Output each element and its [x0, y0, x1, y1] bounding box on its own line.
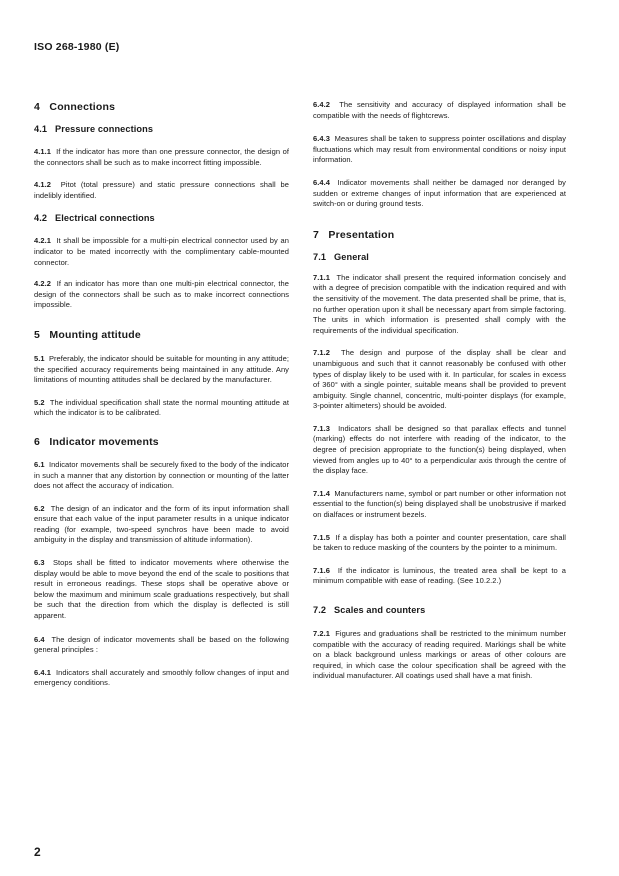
- clause-paragraph: 7.1.5 If a display has both a pointer and counter presentation, care shall be taken to reduce masking of the counters by the pointer to a minimum.: [313, 532, 566, 553]
- subsection-heading: 4.2 Electrical connections: [34, 213, 155, 224]
- clause-paragraph: 6.4.2 The sensitivity and accuracy of displayed information shall be compatible with the needs of flightcrews.: [313, 100, 566, 120]
- subsection-heading: 7.2 Scales and counters: [313, 605, 426, 615]
- page-number: 2: [34, 845, 41, 859]
- clause-paragraph: 6.3 Stops shall be fitted to indicator movements where otherwise the display would be able to move beyond the end of the scale to positions that result in erroneous readings. These stops shall be operative above or below the maximum and minimum scale graduations respectively, but shall be such that the direction from which the display is deflected is still apparent.: [34, 558, 289, 621]
- clause-paragraph: 6.4.1 Indicators shall accurately and smoothly follow changes of input and emergency conditions.: [34, 667, 289, 688]
- section-heading: 7 Presentation: [313, 228, 395, 241]
- left-column: [34, 100, 289, 689]
- clause-paragraph: 6.4.3 Measures shall be taken to suppress pointer oscillations and display fluctuations which may result from environmental conditions or noisy input information.: [313, 134, 566, 165]
- section-heading: 5 Mounting attitude: [34, 328, 141, 341]
- subsection-heading: 7.1 General: [313, 251, 369, 262]
- clause-paragraph: 6.2 The design of an indicator and the form of its input information shall ensure that each value of the input parameter results in a unique indicator reading (for example, two-speed synchros have been made to avoid ambiguity in the display and transmission of altitude information).: [34, 503, 289, 545]
- clause-paragraph: 5.1 Preferably, the indicator should be suitable for mounting in any attitude; the specified accuracy requirements being maintained in any attitude. Any limitations of mounting attitudes shall be declared by the manufacturer.: [34, 353, 289, 385]
- clause-paragraph: 6.4.4 Indicator movements shall neither be damaged nor deranged by sudden or extreme changes of input information that are experienced at switch-on or during ground tests.: [313, 177, 566, 209]
- section-heading: 6 Indicator movements: [34, 435, 159, 448]
- clause-paragraph: 7.1.4 Manufacturers name, symbol or part number or other information not essential to the function(s) being displayed shall be unobstrusive if marked on dialfaces or instrument bezels.: [313, 488, 566, 520]
- clause-paragraph: 5.2 The individual specification shall state the normal mounting attitude at which the indicator is to be calibrated.: [34, 397, 289, 418]
- clause-paragraph: 7.1.2 The design and purpose of the display shall be clear and unambiguous and such that it cannot reasonably be confused with other types of display likely to be used with it. In particular, for scales in excess of 360° with a single pointer, suitable means shall be provided to prevent ambiguity. Single channel, concentric, multi-pointer displays (for example, 3-pointer altimeters) should be avoided.: [313, 348, 566, 411]
- clause-paragraph: 4.1.2 Pitot (total pressure) and static pressure connections shall be indelibly identified.: [34, 180, 289, 200]
- subsection-heading: 4.1 Pressure connections: [34, 124, 154, 134]
- clause-paragraph: 6.1 Indicator movements shall be securely fixed to the body of the indicator in such a manner that any distortion by connection or mounting of the latter does not affect the accuracy of indication.: [34, 459, 289, 491]
- clause-paragraph: 4.1.1 If the indicator has more than one pressure connector, the design of the connectors shall be such as to make incorrect fitting impossible.: [34, 147, 289, 167]
- clause-paragraph: 7.1.1 The indicator shall present the required information concisely and with a degree of precision compatible with the indication required and with the sensitivity of the movement. The data presented shall be prime, that is, no further operation upon it shall be necessary apart from simple factoring. The units in which information is presented shall comply with the requirements of the individual specification.: [313, 272, 566, 335]
- clause-paragraph: 7.2.1 Figures and graduations shall be restricted to the minimum number compatible with the accuracy of reading required. Markings shall be white on a black background unless markings or areas of other colours are required, in which case the colour specification shall be agreed with the individual manufacturer. All coatings used shall have a mat finish.: [313, 629, 566, 681]
- section-heading: 4 Connections: [34, 101, 116, 113]
- clause-paragraph: 4.2.2 If an indicator has more than one multi-pin electrical connector, the design of the connectors shall be such as to make incorrect connections impossible.: [34, 279, 289, 310]
- right-column: [313, 100, 566, 682]
- clause-paragraph: 7.1.6 If the indicator is luminous, the treated area shall be kept to a minimum compatible with ease of reading. (See 10.2.2.): [313, 565, 566, 586]
- document-header: ISO 268-1980 (E): [34, 41, 120, 53]
- clause-paragraph: 7.1.3 Indicators shall be designed so that parallax effects and tunnel (marking) effects do not interfere with reading of the indicator, to the degree of precision appropriate to the function(s) being displayed, when viewed from angles up to 40° to a perpendicular axis through the centre of the display face.: [313, 423, 566, 476]
- clause-paragraph: 6.4 The design of indicator movements shall be based on the following general principles :: [34, 634, 289, 655]
- clause-paragraph: 4.2.1 It shall be impossible for a multi-pin electrical connector used by an indicator to be mated incorrectly with the complimentary cable-mounted connector.: [34, 236, 289, 267]
